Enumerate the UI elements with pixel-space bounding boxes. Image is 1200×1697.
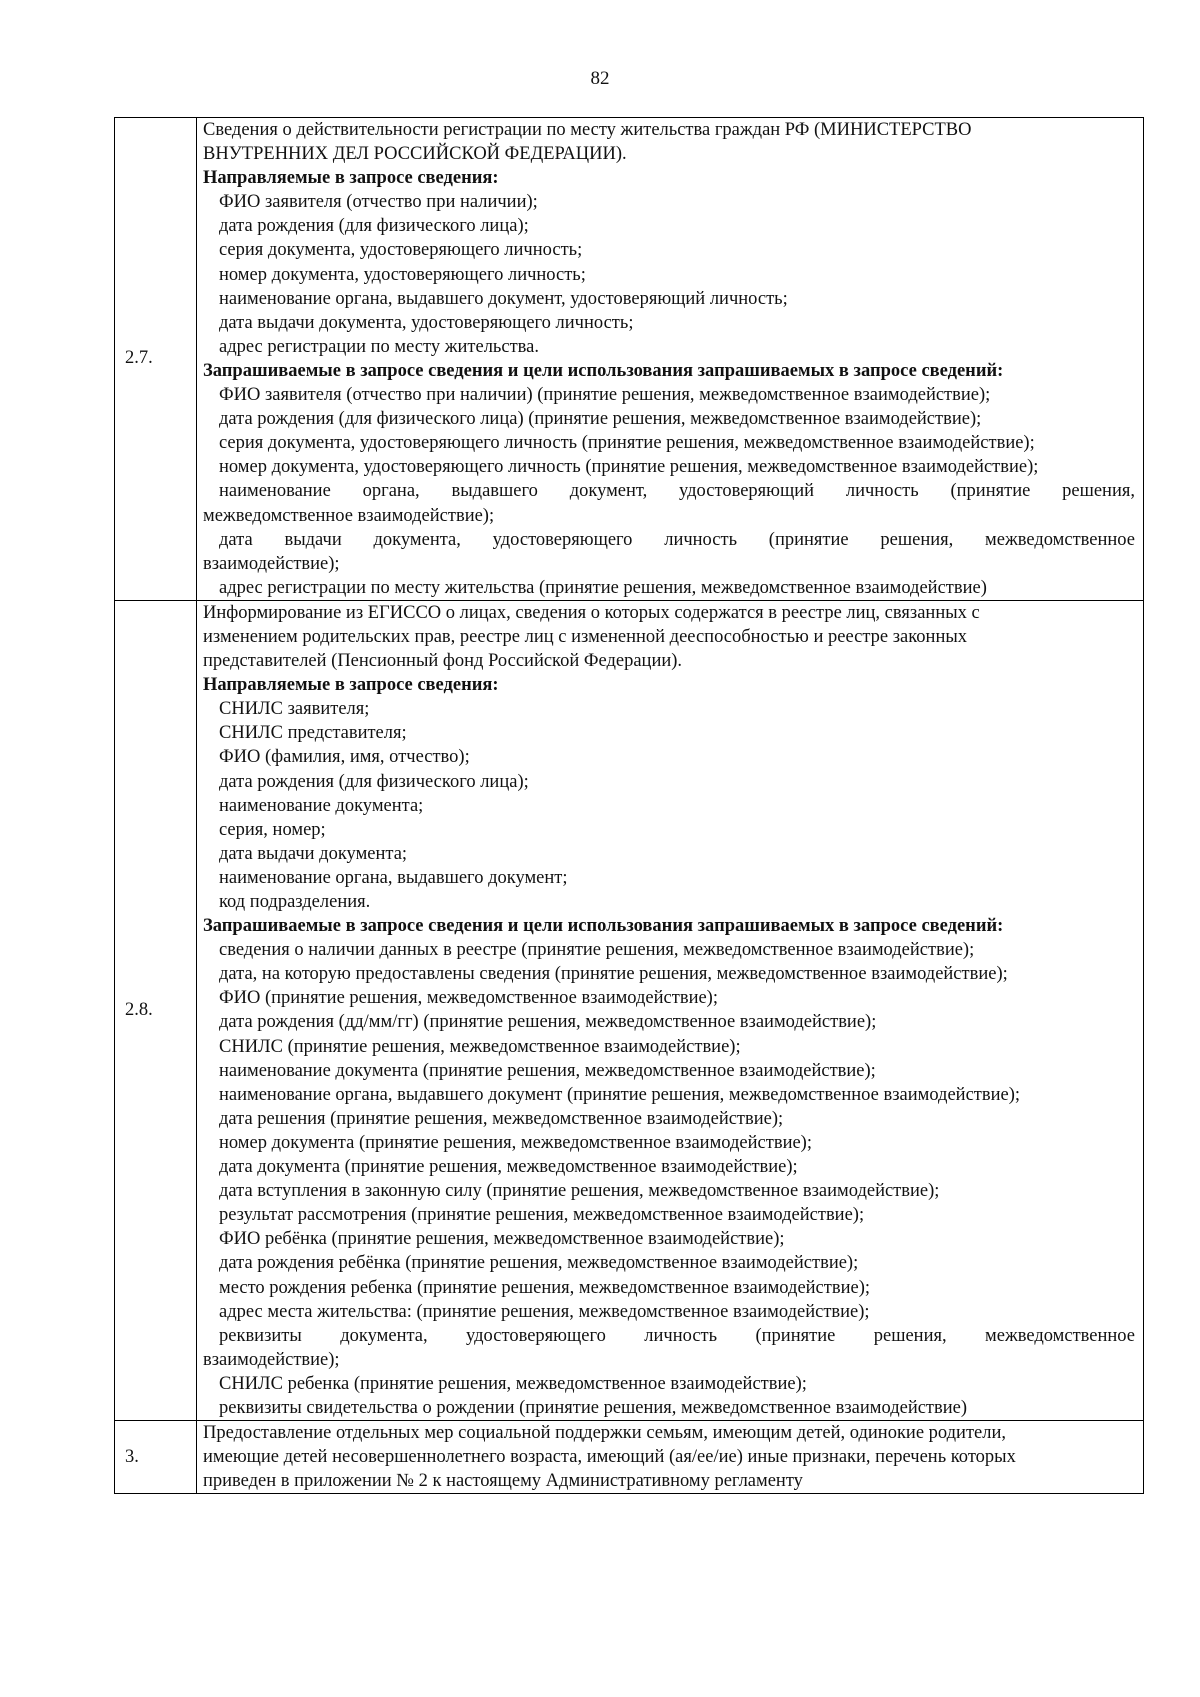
sent-item: адрес регистрации по месту жительства. (219, 336, 539, 357)
sent-item: СНИЛС заявителя; (219, 699, 370, 720)
requested-item: адрес регистрации по месту жительства (принятие решения, межведомственное взаимодействие) (219, 577, 987, 598)
requested-heading: Запрашиваемые в запросе сведения и цели использования запрашиваемых в запросе сведений: (203, 916, 1004, 937)
row-content (197, 118, 1144, 601)
requested-item: реквизиты свидетельства о рождении (принятие решения, межведомственное взаимодействие) (219, 1397, 968, 1418)
sent-item: дата выдачи документа; (219, 843, 408, 864)
requested-item: дата рождения (дд/мм/гг) (принятие решения, межведомственное взаимодействие); (219, 1012, 877, 1033)
row-title-line: Информирование из ЕГИССО о лицах, сведения о которых содержатся в реестре лиц, связанных с (203, 602, 980, 623)
services-table (114, 117, 1144, 1494)
sent-item: ФИО заявителя (отчество при наличии); (219, 192, 538, 213)
requested-item-continuation: взаимодействие); (203, 553, 340, 574)
sent-item: серия документа, удостоверяющего личность; (219, 240, 583, 261)
row-content (197, 600, 1144, 1420)
sent-item: дата рождения (для физического лица); (219, 771, 529, 792)
requested-item: дата рождения ребёнка (принятие решения, межведомственное взаимодействие); (219, 1253, 859, 1274)
requested-item: наименование документа (принятие решения, межведомственное взаимодействие); (219, 1060, 876, 1081)
requested-item: номер документа, удостоверяющего личность (принятие решения, межведомственное взаимодействие); (219, 457, 1039, 478)
sent-item: ФИО (фамилия, имя, отчество); (219, 747, 470, 768)
table-row-3 (115, 1421, 1144, 1494)
row-title-line: изменением родительских прав, реестре лиц с измененной дееспособностью и реестре законных (203, 626, 968, 647)
sent-item: код подразделения. (219, 892, 371, 912)
requested-item: ФИО ребёнка (принятие решения, межведомственное взаимодействие); (219, 1229, 785, 1250)
requested-heading: Запрашиваемые в запросе сведения и цели использования запрашиваемых в запросе сведений: (203, 360, 1004, 381)
row-number: 2.7. (115, 118, 197, 601)
requested-item: СНИЛС ребенка (принятие решения, межведомственное взаимодействие); (219, 1373, 807, 1394)
sent-item: номер документа, удостоверяющего личность; (219, 264, 586, 285)
row-title-line: ВНУТРЕННИХ ДЕЛ РОССИЙСКОЙ ФЕДЕРАЦИИ). (203, 144, 627, 165)
requested-item: дата выдачи документа, удостоверяющего личность (принятие решения, межведомственное (219, 529, 1135, 550)
requested-item: дата, на которую предоставлены сведения (принятие решения, межведомственное взаимодействие); (219, 964, 1008, 985)
requested-item: ФИО заявителя (отчество при наличии) (принятие решения, межведомственное взаимодействие); (219, 385, 991, 406)
table-row-2-8 (115, 600, 1144, 1420)
row-title-line: Предоставление отдельных мер социальной поддержки семьям, имеющим детей, одинокие родители, (203, 1423, 1007, 1444)
sent-item: серия, номер; (219, 819, 326, 840)
requested-item: сведения о наличии данных в реестре (принятие решения, межведомственное взаимодействие); (219, 940, 975, 961)
row-content (197, 1421, 1144, 1494)
sent-heading: Направляемые в запросе сведения: (203, 168, 499, 189)
row-title-line: имеющие детей несовершеннолетнего возраста, имеющий (ая/ее/ие) иные признаки, перечень которых (203, 1447, 1016, 1468)
requested-item: адрес места жительства: (принятие решения, межведомственное взаимодействие); (219, 1301, 870, 1322)
requested-item: дата документа (принятие решения, межведомственное взаимодействие); (219, 1157, 798, 1178)
requested-item-continuation: взаимодействие); (203, 1349, 340, 1370)
requested-item: номер документа (принятие решения, межведомственное взаимодействие); (219, 1132, 812, 1153)
page-number: 82 (590, 68, 610, 89)
requested-item: дата рождения (для физического лица) (принятие решения, межведомственное взаимодействие); (219, 409, 982, 430)
sent-item: наименование органа, выдавшего документ; (219, 867, 568, 888)
sent-item: наименование документа; (219, 795, 424, 816)
sent-item: наименование органа, выдавшего документ, удостоверяющий личность; (219, 288, 788, 309)
requested-item: дата вступления в законную силу (принятие решения, межведомственное взаимодействие); (219, 1181, 940, 1202)
sent-item: дата рождения (для физического лица); (219, 216, 529, 237)
requested-item: СНИЛС (принятие решения, межведомственное взаимодействие); (219, 1036, 741, 1057)
sent-item: СНИЛС представителя; (219, 723, 407, 744)
row-number: 3. (115, 1421, 197, 1494)
requested-item: реквизиты документа, удостоверяющего личность (принятие решения, межведомственное (219, 1325, 1135, 1346)
requested-item-continuation: межведомственное взаимодействие); (203, 505, 495, 526)
row-title-line: Сведения о действительности регистрации по месту жительства граждан РФ (МИНИСТЕРСТВО (203, 120, 972, 140)
row-title-line: представителей (Пенсионный фонд Российской Федерации). (203, 651, 683, 672)
sent-heading: Направляемые в запросе сведения: (203, 675, 499, 696)
requested-item: дата решения (принятие решения, межведомственное взаимодействие); (219, 1108, 784, 1129)
requested-item: результат рассмотрения (принятие решения, межведомственное взаимодействие); (219, 1205, 865, 1226)
table-row-2-7 (115, 118, 1144, 601)
row-title-line: приведен в приложении № 2 к настоящему Административному регламенту (203, 1471, 803, 1492)
requested-item: место рождения ребенка (принятие решения, межведомственное взаимодействие); (219, 1277, 870, 1298)
row-number: 2.8. (115, 600, 197, 1420)
requested-item: наименование органа, выдавшего документ (принятие решения, межведомственное взаимодействие); (219, 1084, 1021, 1105)
sent-item: дата выдачи документа, удостоверяющего личность; (219, 312, 634, 333)
requested-item: наименование органа, выдавшего документ, удостоверяющий личность (принятие решения, (219, 481, 1135, 502)
requested-item: ФИО (принятие решения, межведомственное взаимодействие); (219, 988, 718, 1009)
requested-item: серия документа, удостоверяющего личность (принятие решения, межведомственное взаимодействие); (219, 433, 1035, 454)
